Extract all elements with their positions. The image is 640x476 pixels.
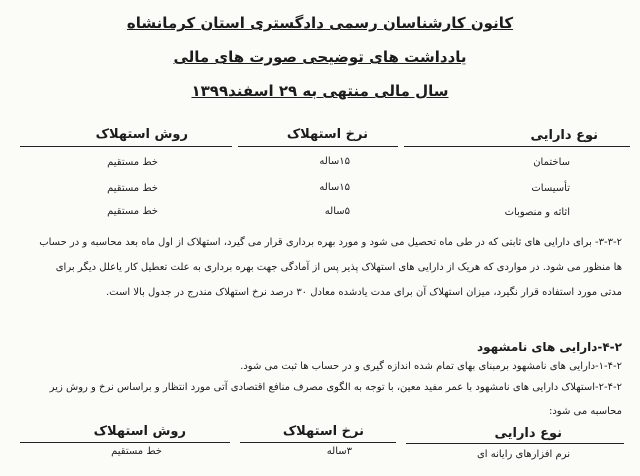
table2-header-underline-asset: [406, 443, 624, 444]
table-row-rate: ۱۵ساله: [319, 182, 350, 193]
table2-header-asset-type: نوع دارایی: [494, 426, 562, 441]
depreciation-note-line: مدتی مورد استفاده قرار نگیرد، میزان استهلاک آن برای مدت یادشده معادل ۳۰ درصد نرخ استهلاک مندرج در جدول بالا است.: [106, 287, 622, 298]
table-row-method: خط مستقیم: [107, 183, 158, 194]
table-row-rate: ۱۵ساله: [319, 156, 350, 167]
table1-header-underline-method: [20, 146, 232, 147]
intangible-note-item2-line1: ۲-۴-۲-استهلاک دارایی های نامشهود با عمر مفید معین، با توجه به الگوی مصرف منافع اقتصادی آتی مورد انتظار و براساس نرخ و روش زیر: [49, 382, 622, 393]
organization-title: کانون کارشناسان رسمی دادگستری استان کرمانشاه: [126, 14, 514, 32]
table1-header-method: روش استهلاک: [95, 127, 188, 142]
table1-header-underline-rate: [238, 146, 398, 147]
intangible-note-item2-line2: محاسبه می شود:: [548, 406, 622, 417]
table-row-rate: ۵ساله: [324, 206, 350, 217]
intangible-assets-heading: ۴-۲-دارایی های نامشهود: [477, 340, 622, 354]
fiscal-period-title: سال مالی منتهی به ۲۹ اسفند۱۳۹۹: [191, 82, 449, 100]
table-row-method: خط مستقیم: [111, 446, 162, 457]
table2-header-rate: نرخ استهلاک: [282, 424, 364, 439]
table-row-rate: ۳ساله: [326, 446, 352, 457]
table-row-method: خط مستقیم: [107, 157, 158, 168]
table2-header-method: روش استهلاک: [93, 424, 186, 439]
intangible-note-item1: ۱-۴-۲-دارایی های نامشهود برمبنای بهای تمام شده اندازه گیری و در حساب ها ثبت می شود.: [240, 361, 622, 372]
table2-header-underline-rate: [240, 442, 396, 443]
table1-header-rate: نرخ استهلاک: [286, 127, 368, 142]
table1-header-underline-asset: [404, 146, 630, 147]
table2-header-underline-method: [20, 442, 230, 443]
table1-header-asset-type: نوع دارایی: [530, 128, 598, 143]
table-row-asset: اثاثه و منصوبات: [504, 207, 570, 218]
document-title: یادداشت های توضیحی صورت های مالی: [173, 48, 467, 66]
depreciation-note-line: ها منظور می شود. در مواردی که هریک از دارایی های استهلاک پذیر پس از آمادگی جهت بهره برداری به علت تعطیل کار یاعلل دیگر برای: [55, 262, 622, 273]
table-row-asset: تأسیسات: [531, 183, 570, 194]
depreciation-note-line: ۳-۳-۲- برای دارایی های ثابتی که در طی ماه تحصیل می شود و مورد بهره برداری قرار می گیرد، استهلاک از اول ماه بعد محاسبه و در حساب: [39, 237, 622, 248]
table-row-method: خط مستقیم: [107, 206, 158, 217]
table-row-asset: نرم افزارهای رایانه ای: [476, 449, 570, 460]
table-row-asset: ساختمان: [533, 157, 570, 168]
